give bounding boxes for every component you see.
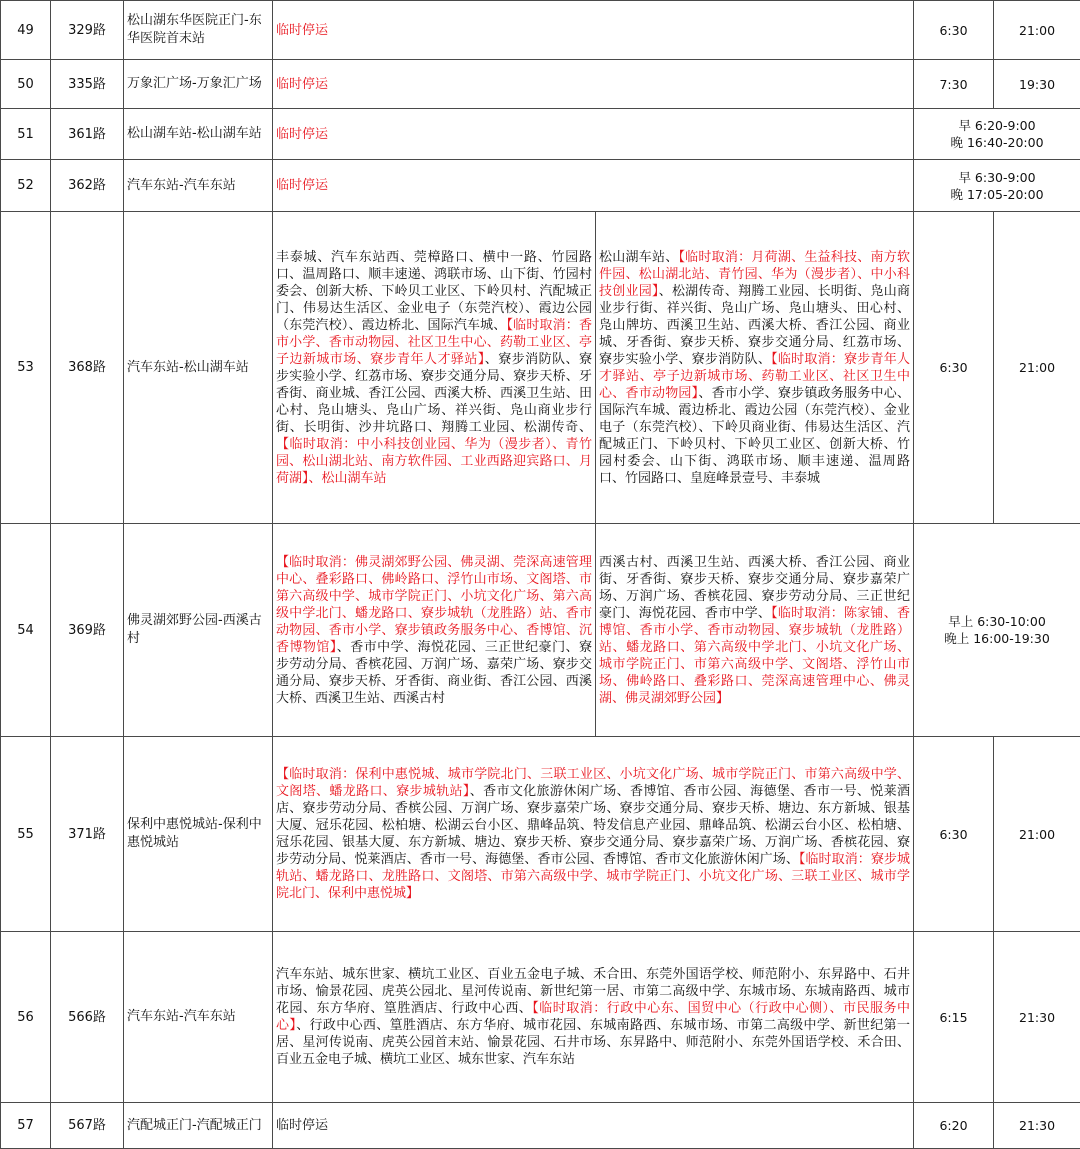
route-number: 362路 [51, 160, 124, 212]
cancelled-stops-text: 【临时取消：寮步青年人才驿站、亭子边新城市场、药勒工业区、社区卫生中心、香市动物园】 [599, 352, 910, 401]
last-bus-time: 21:00 [994, 212, 1080, 524]
table-row [1, 1103, 1080, 1149]
table-row [1, 1, 1080, 60]
row-number: 54 [1, 524, 51, 737]
stops-text: 、香市文化旅游休闲广场、香博馆、香市公园、海德堡、香市一号、悦莱酒店、寮步劳动分局、香槟公园、万润广场、寮步嘉荣广场、寮步交通分局、寮步天桥、塘边、东方新城、银基大厦、冠乐花园、松柏塘、松湖云台小区、鼎峰品筑、特发信息产业园、鼎峰品筑、松湖云台小区、松柏塘、冠乐花园、银基大厦、东方新城、塘边、寮步天桥、寮步交通分局、寮步嘉荣广场、万润广场、香槟花园、寮步劳动分局、悦莱酒店、香市一号、海德堡、香市公园、香博馆、香市文化旅游休闲广场、 [276, 784, 910, 867]
cancelled-stops-text: 【临时取消：陈家铺、香博馆、香市小学、香市动物园、寮步城轨（龙胜路）站、蟠龙路口、第六高级中学北门、小坑文化广场、城市学院正门、市第六高级中学、文阁塔、浮竹山市场、佛岭路口、叠彩路口、莞深高速管理中心、佛灵湖、佛灵湖郊野公园】 [599, 606, 910, 706]
cancelled-stops-text: 【临时取消：行政中心东、国贸中心（行政中心侧）、市民服务中心】 [276, 1001, 910, 1033]
first-bus-time: 6:30 [914, 737, 994, 932]
stops-text: 、行政中心西、篁胜酒店、东方华府、城市花园、东城南路西、东城市场、市第二高级中学、新世纪第一居、星河传说南、虎英公园首末站、愉景花园、石井市场、东昇路中、师范附小、东莞外国语学校、禾合田、百业五金电子城、横坑工业区、城东世家、汽车东站 [276, 1018, 910, 1067]
first-bus-time: 7:30 [914, 60, 994, 109]
cancelled-stops-text: 【临时取消：中小科技创业园、华为（漫步者）、青竹园、松山湖北站、南方软件园、工业西路迎宾路口、月荷湖】 [276, 437, 592, 486]
table-row [1, 737, 1080, 932]
stops-text: 、香市中学、海悦花园、三正世纪豪门、寮步劳动分局、香槟花园、万润广场、嘉荣广场、寮步交通分局、寮步天桥、牙香街、商业街、香江公园、西溪大桥、西溪卫生站、西溪古村 [276, 640, 592, 706]
row-number: 53 [1, 212, 51, 524]
row-number: 57 [1, 1103, 51, 1149]
stops-text: 松山湖车站、 [599, 250, 678, 265]
table-row [1, 60, 1080, 109]
service-period: 早上 6:30-10:00 [916, 613, 1078, 630]
route-number: 371路 [51, 737, 124, 932]
table-body [1, 1, 1080, 1149]
route-number: 329路 [51, 1, 124, 60]
table-row [1, 212, 1080, 524]
service-hours [914, 160, 1080, 212]
last-bus-time: 19:30 [994, 60, 1080, 109]
route-name: 汽车东站-汽车东站 [124, 932, 273, 1103]
route-name: 汽车东站-松山湖车站 [124, 212, 273, 524]
last-bus-time: 21:00 [994, 737, 1080, 932]
first-bus-time: 6:15 [914, 932, 994, 1103]
route-status [273, 160, 914, 212]
route-number: 566路 [51, 932, 124, 1103]
stops-text: 、寮步消防队、寮步实验小学、红荔市场、寮步交通分局、寮步天桥、牙香街、商业城、香江公园、西溪大桥、西溪卫生站、田心村、凫山塘头、凫山广场、祥兴街、凫山商业步行街、长明街、沙井坑路口、翔腾工业园、松湖传奇、 [276, 352, 592, 435]
route-status [273, 932, 914, 1103]
row-number: 55 [1, 737, 51, 932]
last-bus-time: 21:30 [994, 1103, 1080, 1149]
route-name: 万象汇广场-万象汇广场 [124, 60, 273, 109]
first-bus-time: 6:30 [914, 1, 994, 60]
row-number: 51 [1, 109, 51, 160]
table-row [1, 160, 1080, 212]
route-name: 松山湖东华医院正门-东华医院首末站 [124, 1, 273, 60]
row-number: 50 [1, 60, 51, 109]
route-status [273, 1, 914, 60]
stops-text: 丰泰城、汽车东站西、莞樟路口、横中一路、竹园路口、温周路口、顺丰速递、鸿联市场、山下街、竹园村委会、创新大桥、下岭贝工业区、下岭贝村、汽配城正门、伟易达生活区、金业电子（东莞汽校）、霞边公园（东莞汽校）、霞边桥北、国际汽车城、 [276, 250, 592, 333]
service-period: 晚 16:40-20:00 [916, 134, 1078, 151]
route-name: 汽车东站-汽车东站 [124, 160, 273, 212]
downbound-stops [596, 212, 914, 524]
upbound-stops [273, 524, 596, 737]
route-number: 369路 [51, 524, 124, 737]
route-name: 保利中惠悦城站-保利中惠悦城站 [124, 737, 273, 932]
last-bus-time: 21:00 [994, 1, 1080, 60]
service-hours [914, 524, 1080, 737]
first-bus-time: 6:30 [914, 212, 994, 524]
route-status [273, 737, 914, 932]
service-period: 早 6:30-9:00 [916, 169, 1078, 186]
route-number: 368路 [51, 212, 124, 524]
first-bus-time: 6:20 [914, 1103, 994, 1149]
cancelled-stops-text: 临时停运 [276, 77, 328, 92]
row-number: 49 [1, 1, 51, 60]
cancelled-stops-text: 【临时取消：月荷湖、生益科技、南方软件园、松山湖北站、青竹园、华为（漫步者）、中小科技创业园】 [599, 250, 910, 299]
downbound-stops [596, 524, 914, 737]
cancelled-stops-text: 【临时取消：寮步城轨站、蟠龙路口、龙胜路口、文阁塔、市第六高级中学、城市学院正门、小坑文化广场、三联工业区、城市学院北门、保利中惠悦城】 [276, 852, 910, 901]
cancelled-stops-text: 临时停运 [276, 178, 328, 193]
stops-text: 临时停运 [276, 1118, 328, 1133]
route-status [273, 1103, 914, 1149]
cancelled-stops-text: 临时停运 [276, 127, 328, 142]
row-number: 56 [1, 932, 51, 1103]
cancelled-stops-text: 【临时取消：保利中惠悦城、城市学院北门、三联工业区、小坑文化广场、城市学院正门、市第六高级中学、文阁塔、蟠龙路口、寮步城轨站】 [276, 767, 910, 799]
table-row [1, 109, 1080, 160]
route-number: 361路 [51, 109, 124, 160]
route-name: 佛灵湖郊野公园-西溪古村 [124, 524, 273, 737]
table-row [1, 524, 1080, 737]
cancelled-stops-text: 【临时取消：佛灵湖郊野公园、佛灵湖、莞深高速管理中心、叠彩路口、佛岭路口、浮竹山市场、文阁塔、市第六高级中学、城市学院正门、小坑文化广场、第六高级中学北门、蟠龙路口、寮步城轨（龙胜路）站、香市动物园、香市小学、寮步镇政务服务中心、香博馆、沉香博物馆】 [276, 555, 592, 655]
route-status [273, 60, 914, 109]
cancelled-stops-text: 【临时取消：香市小学、香市动物园、社区卫生中心、药勒工业区、亭子边新城市场、寮步青年人才驿站】 [276, 318, 592, 367]
stops-text: 汽车东站、城东世家、横坑工业区、百业五金电子城、禾合田、东莞外国语学校、师范附小、东昇路中、石井市场、愉景花园、虎英公园北、星河传说南、新世纪第一居、市第二高级中学、东城市场、东城南路西、城市花园、东方华府、篁胜酒店、行政中心西、 [276, 967, 910, 1016]
cancelled-stops-text: 临时停运 [276, 23, 328, 38]
service-hours [914, 109, 1080, 160]
stops-text: 西溪古村、西溪卫生站、西溪大桥、香江公园、商业街、牙香街、寮步天桥、寮步交通分局、寮步嘉荣广场、万润广场、香槟花园、寮步劳动分局、三正世纪豪门、海悦花园、香市中学、 [599, 555, 910, 621]
last-bus-time: 21:30 [994, 932, 1080, 1103]
stops-text: 、香市小学、寮步镇政务服务中心、国际汽车城、霞边桥北、霞边公园（东莞汽校）、金业电子（东莞汽校）、下岭贝商业街、伟易达生活区、汽配城正门、下岭贝村、下岭贝工业区、创新大桥、竹园村委会、山下街、鸿联市场、顺丰速递、温周路口、竹园路口、皇庭峰景壹号、丰泰城 [599, 386, 910, 486]
route-number: 567路 [51, 1103, 124, 1149]
cancelled-stops-text: 、松山湖车站 [309, 471, 387, 486]
upbound-stops [273, 212, 596, 524]
stops-text: 、松湖传奇、翔腾工业园、长明街、凫山商业步行街、祥兴街、凫山广场、凫山塘头、田心村、凫山牌坊、西溪卫生站、西溪大桥、香江公园、商业城、牙香街、寮步天桥、寮步交通分局、红荔市场、寮步实验小学、寮步消防队、 [599, 284, 910, 367]
service-period: 晚 17:05-20:00 [916, 186, 1078, 203]
route-name: 汽配城正门-汽配城正门 [124, 1103, 273, 1149]
route-status [273, 109, 914, 160]
service-period: 晚上 16:00-19:30 [916, 630, 1078, 647]
route-name: 松山湖车站-松山湖车站 [124, 109, 273, 160]
route-number: 335路 [51, 60, 124, 109]
service-period: 早 6:20-9:00 [916, 117, 1078, 134]
row-number: 52 [1, 160, 51, 212]
table-row [1, 932, 1080, 1103]
